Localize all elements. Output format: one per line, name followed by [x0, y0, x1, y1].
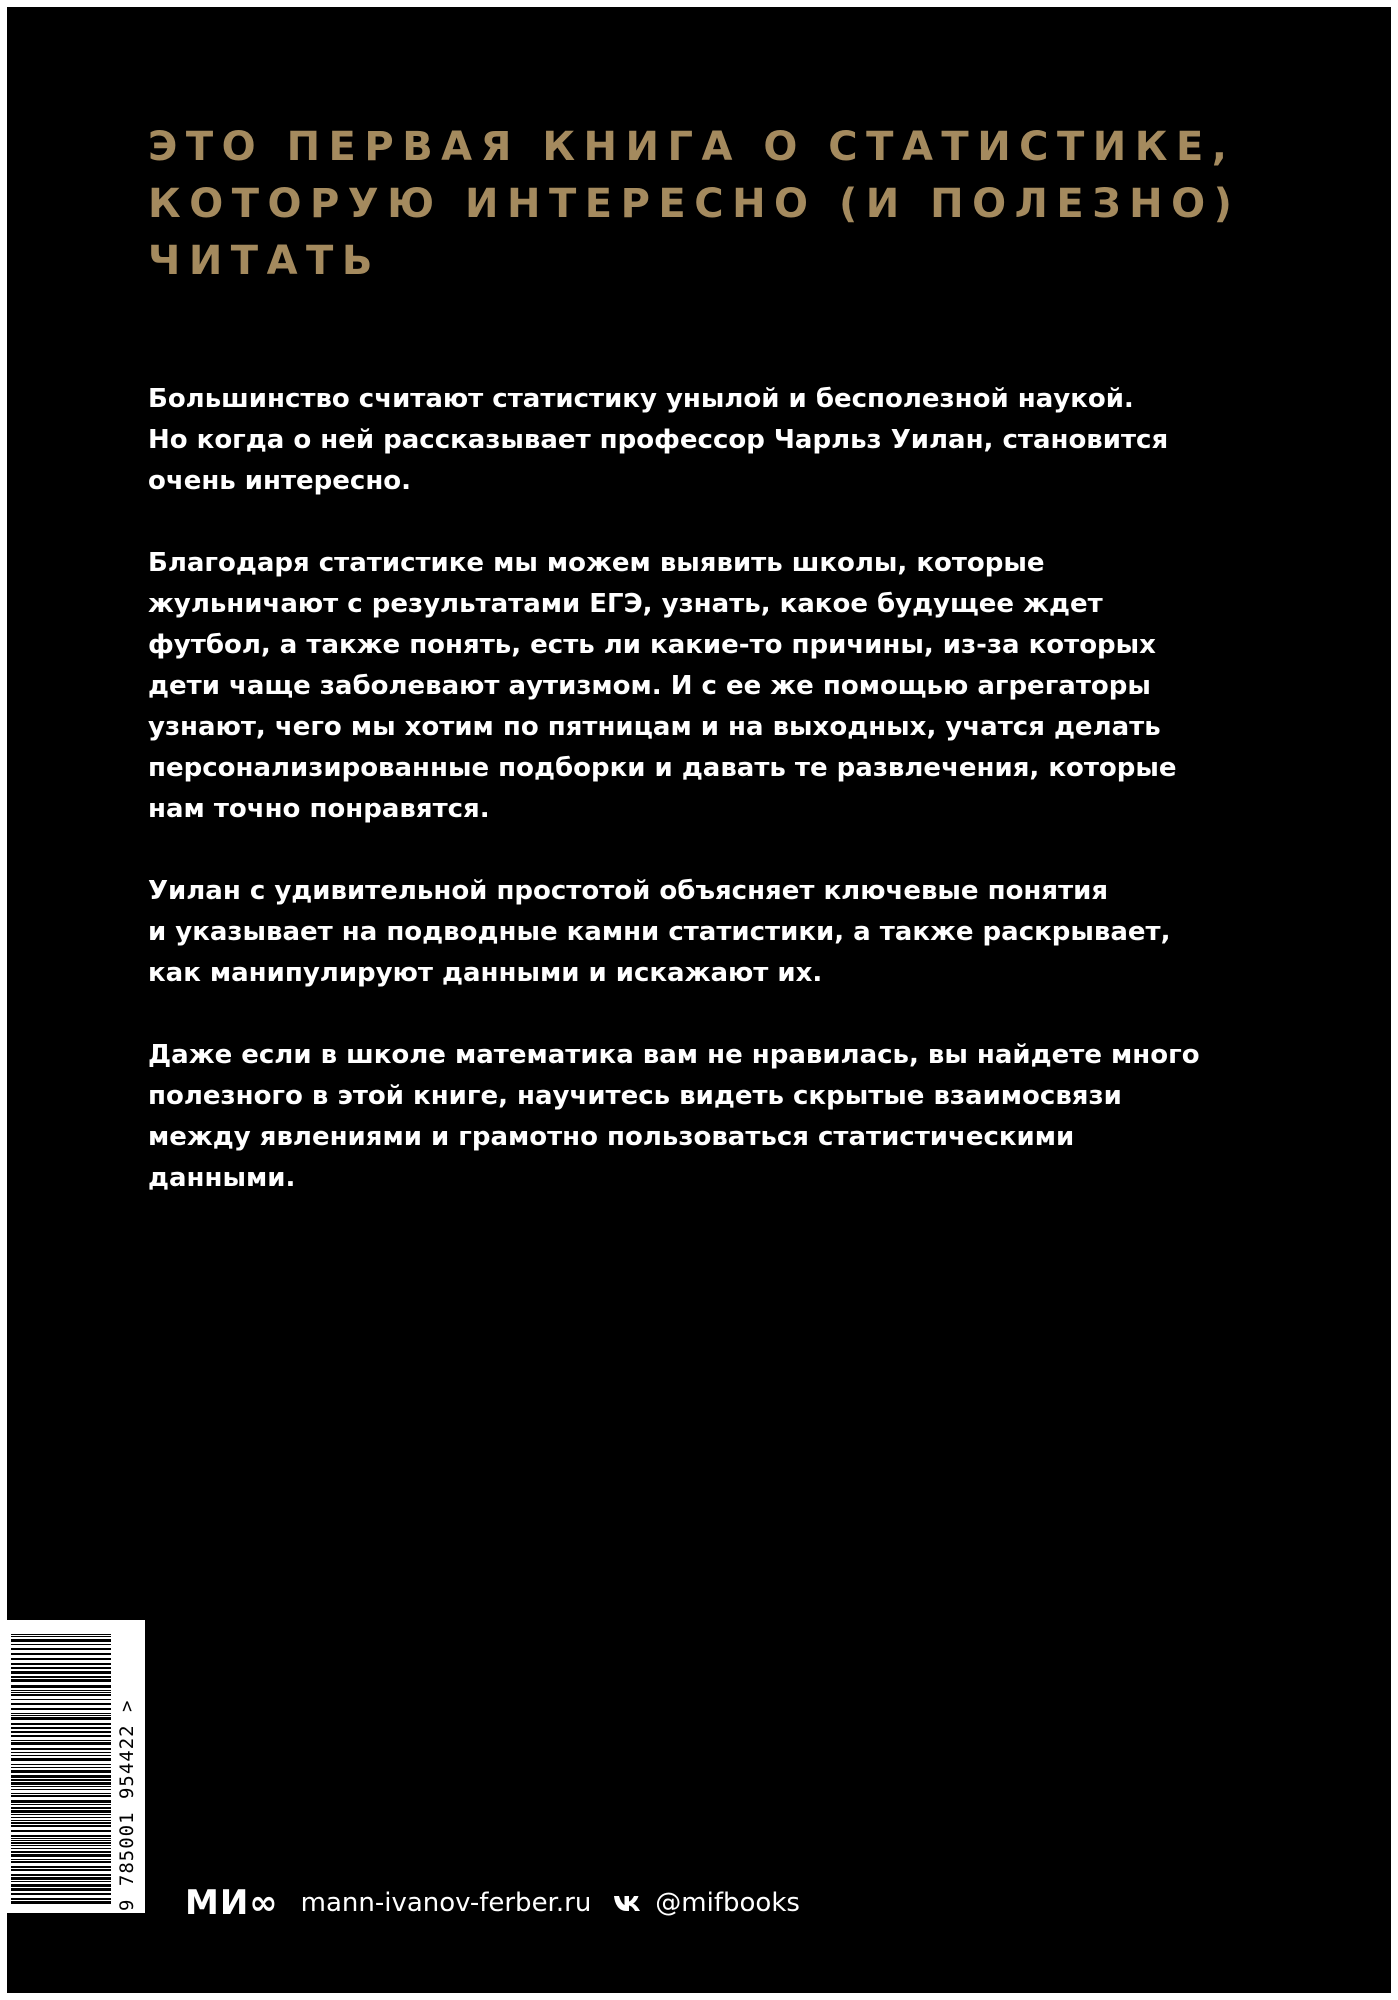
barcode-bar-27 [11, 1742, 111, 1745]
barcode-bar-0 [11, 1634, 111, 1635]
publisher-logo: МИ∞ [185, 1883, 279, 1923]
barcode-bar-70 [11, 1898, 111, 1900]
barcode-bar-67 [11, 1884, 111, 1887]
barcode-bar-18 [11, 1708, 111, 1710]
paragraph [148, 1035, 1248, 1199]
barcode-bar-62 [11, 1866, 111, 1868]
barcode-bar-71 [11, 1901, 111, 1904]
barcode-bar-39 [11, 1789, 111, 1790]
description [148, 379, 1248, 1240]
website-link[interactable]: mann-ivanov-ferber.ru [300, 1888, 592, 1918]
text-line: нам точно понравятся. [148, 794, 490, 824]
isbn-digits: 9 785001 954422 > [116, 1699, 138, 1911]
barcode-bar-2 [11, 1639, 111, 1642]
headline-line: ЭТО ПЕРВАЯ КНИГА О СТАТИСТИКЕ, [148, 124, 1236, 170]
text-line: Благодаря статистике мы можем выявить школы, которые [148, 548, 1045, 578]
barcode-bar-63 [11, 1869, 111, 1871]
barcode-bar-35 [11, 1775, 111, 1778]
barcode-bar-59 [11, 1854, 111, 1857]
barcode-bar-23 [11, 1727, 111, 1729]
barcode-bar-37 [11, 1782, 111, 1785]
barcode-bar-1 [11, 1636, 111, 1637]
barcode-bar-28 [11, 1748, 111, 1750]
barcode-bar-49 [11, 1822, 111, 1824]
text-line: Но когда о ней рассказывает профессор Чарльз Уилан, становится [148, 425, 1169, 455]
barcode-bar-24 [11, 1731, 111, 1733]
text-line: полезного в этой книге, научитесь видеть скрытые взаимосвязи [148, 1081, 1122, 1111]
barcode-bar-22 [11, 1723, 111, 1725]
barcode-bar-10 [11, 1676, 111, 1678]
text-line: футбол, а также понять, есть ли какие-то причины, из-за которых [148, 630, 1156, 660]
barcode-bar-66 [11, 1881, 111, 1882]
barcode-bar-3 [11, 1644, 111, 1645]
barcode-bar-26 [11, 1740, 111, 1741]
barcode-bar-4 [11, 1648, 111, 1650]
isbn-barcode [7, 1630, 145, 1913]
barcode-panel [7, 1620, 145, 1913]
barcode-bar-40 [11, 1793, 111, 1794]
barcode-bar-30 [11, 1755, 111, 1756]
headline [148, 119, 1241, 290]
barcode-bar-12 [11, 1685, 111, 1688]
barcode-bar-53 [11, 1838, 111, 1839]
barcode-bar-9 [11, 1671, 111, 1674]
barcode-bar-54 [11, 1840, 111, 1841]
vk-icon[interactable] [613, 1894, 643, 1912]
barcode-bar-25 [11, 1735, 111, 1737]
vk-icon-glyph [613, 1894, 643, 1912]
barcode-bar-32 [11, 1764, 111, 1765]
paragraph [148, 871, 1248, 994]
barcode-bar-7 [11, 1663, 111, 1665]
barcode-bar-17 [11, 1703, 111, 1705]
paragraph [148, 543, 1248, 830]
barcode-bar-43 [11, 1804, 111, 1805]
barcode-bar-45 [11, 1810, 111, 1813]
barcode-bar-21 [11, 1717, 111, 1720]
barcode-bar-20 [11, 1715, 111, 1716]
barcode-bar-56 [11, 1845, 111, 1846]
social-handle[interactable]: @mifbooks [655, 1888, 800, 1918]
text-line: дети чаще заболевают аутизмом. И с ее же помощью агрегаторы [148, 671, 1151, 701]
barcode-bar-11 [11, 1679, 111, 1682]
barcode-bar-15 [11, 1694, 111, 1696]
barcode-bar-5 [11, 1653, 111, 1655]
book-back-cover [7, 7, 1391, 1993]
text-line: жульничают с результатами ЕГЭ, узнать, какое будущее ждет [148, 589, 1103, 619]
text-line: и указывает на подводные камни статистики, а также раскрывает, [148, 917, 1171, 947]
barcode-bar-60 [11, 1859, 111, 1860]
barcode-bar-50 [11, 1825, 111, 1827]
barcode-bar-29 [11, 1752, 111, 1753]
text-line: узнают, чего мы хотим по пятницам и на выходных, учатся делать [148, 712, 1161, 742]
barcode-bar-57 [11, 1848, 111, 1849]
headline-line: КОТОРУЮ ИНТЕРЕСНО (И ПОЛЕЗНО) [148, 181, 1241, 227]
barcode-bar-52 [11, 1835, 111, 1837]
text-line: как манипулируют данными и искажают их. [148, 958, 823, 988]
barcode-bar-51 [11, 1830, 111, 1832]
text-line: Большинство считают статистику унылой и бесполезной наукой. [148, 384, 1134, 414]
barcode-bar-64 [11, 1874, 111, 1876]
text-line: между явлениями и грамотно пользоваться статистическими [148, 1122, 1075, 1152]
headline-line: ЧИТАТЬ [148, 238, 381, 284]
barcode-bar-46 [11, 1814, 111, 1815]
text-line: очень интересно. [148, 466, 412, 496]
barcode-bar-41 [11, 1795, 111, 1797]
barcode-bar-47 [11, 1817, 111, 1818]
barcode-bar-69 [11, 1893, 111, 1895]
barcode-bar-68 [11, 1888, 111, 1891]
barcode-bar-31 [11, 1758, 111, 1761]
publisher-footer [185, 1882, 800, 1924]
barcode-bar-36 [11, 1779, 111, 1781]
barcode-bar-42 [11, 1800, 111, 1803]
text-line: персонализированные подборки и давать те развлечения, которые [148, 753, 1177, 783]
barcode-bar-14 [11, 1692, 111, 1693]
barcode-bar-58 [11, 1851, 111, 1853]
text-line: Даже если в школе математика вам не нравилась, вы найдете много [148, 1040, 1200, 1070]
barcode-bar-19 [11, 1713, 111, 1714]
barcode-bar-34 [11, 1770, 111, 1773]
barcode-bar-44 [11, 1807, 111, 1809]
barcode-bar-55 [11, 1842, 111, 1844]
barcode-bar-48 [11, 1820, 111, 1821]
paragraph [148, 379, 1248, 502]
text-line: данными. [148, 1163, 296, 1193]
barcode-bar-33 [11, 1767, 111, 1768]
barcode-bar-65 [11, 1877, 111, 1880]
barcode-bar-38 [11, 1786, 111, 1787]
barcode-bar-13 [11, 1690, 111, 1691]
text-line: Уилан с удивительной простотой объясняет ключевые понятия [148, 876, 1109, 906]
barcode-bar-16 [11, 1699, 111, 1700]
barcode-bar-8 [11, 1667, 111, 1669]
barcode-bar-61 [11, 1861, 111, 1863]
barcode-bar-6 [11, 1658, 111, 1660]
